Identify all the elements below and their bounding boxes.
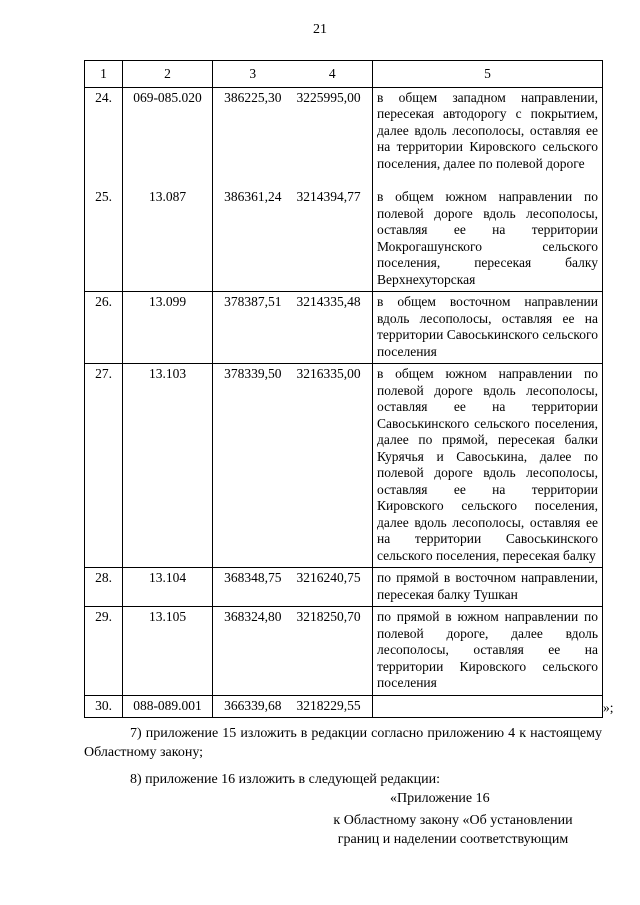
boundary-description: в общем восточном направлении вдоль лесополосы, оставляя ее на территории Савоськинского сельского поселения [373,292,603,364]
paragraph-8: 8) приложение 16 изложить в следующей редакции: [130,772,440,787]
point-code: 13.105 [123,607,213,696]
page-number: 21 [313,22,327,37]
coordinate-x: 386361,24 [213,175,293,292]
closing-quote-mark: »; [603,700,614,715]
coordinate-y: 3216335,00 [293,364,373,568]
row-number: 30. [85,695,123,718]
boundary-description [373,695,603,718]
row-number: 27. [85,364,123,568]
boundary-description: в общем южном направлении по полевой дороге вдоль лесополосы, оставляя ее на территории Савоськинского сельского поселения, далее по прямой, пересекая балки Курячья и Савоськина, далее по полевой дороге вдоль лесополосы, оставляя ее на территории Кировского сельского поселения, далее вдоль лесополосы, оставляя ее на территории Савоськинского сельского поселения, пересекая балку [373,364,603,568]
coordinate-x: 368324,80 [213,607,293,696]
point-code: 069-085.020 [123,87,213,175]
table-row [85,175,603,292]
point-code: 13.103 [123,364,213,568]
table-row [85,695,603,718]
header-col-3: 3 [213,61,293,88]
coordinate-y: 3216240,75 [293,568,373,607]
table-row [85,364,603,568]
row-number: 25. [85,175,123,292]
annex-subtitle: к Областному закону «Об установлении границ и наделении соответствующим [333,813,573,847]
coordinate-x: 366339,68 [213,695,293,718]
annex-title: «Приложение 16 [390,791,490,806]
table-row [85,568,603,607]
coordinate-x: 378339,50 [213,364,293,568]
point-code: 13.104 [123,568,213,607]
coordinate-y: 3225995,00 [293,87,373,175]
header-col-2: 2 [123,61,213,88]
coordinate-x: 386225,30 [213,87,293,175]
header-col-1: 1 [85,61,123,88]
paragraph-7: 7) приложение 15 изложить в редакции согласно приложению 4 к настоящему Областному закону; [84,726,602,760]
point-code: 088-089.001 [123,695,213,718]
point-code: 13.087 [123,175,213,292]
row-number: 26. [85,292,123,364]
table-row [85,292,603,364]
table-header-row [85,61,603,88]
coordinate-y: 3218229,55 [293,695,373,718]
row-number: 29. [85,607,123,696]
boundary-description: по прямой в восточном направлении, пересекая балку Тушкан [373,568,603,607]
boundary-description: в общем западном направлении, пересекая автодорогу с покрытием, далее вдоль лесополосы, оставляя ее на территории Кировского сельского поселения, далее по полевой дороге [373,87,603,175]
point-code: 13.099 [123,292,213,364]
coordinate-x: 368348,75 [213,568,293,607]
table-row [85,87,603,175]
coordinate-y: 3218250,70 [293,607,373,696]
header-col-4: 4 [293,61,373,88]
coordinate-y: 3214394,77 [293,175,373,292]
table-row [85,607,603,696]
coordinate-x: 378387,51 [213,292,293,364]
boundary-description: в общем южном направлении по полевой дороге вдоль лесополосы, оставляя ее на территории Мокрогашунского сельского поселения, пересекая балку Верхнехуторская [373,175,603,292]
boundary-points-table [84,60,603,718]
header-col-5: 5 [373,61,603,88]
row-number: 28. [85,568,123,607]
boundary-description: по прямой в южном направлении по полевой дороге, далее вдоль лесополосы, оставляя ее на территории Кировского сельского поселения [373,607,603,696]
coordinate-y: 3214335,48 [293,292,373,364]
row-number: 24. [85,87,123,175]
